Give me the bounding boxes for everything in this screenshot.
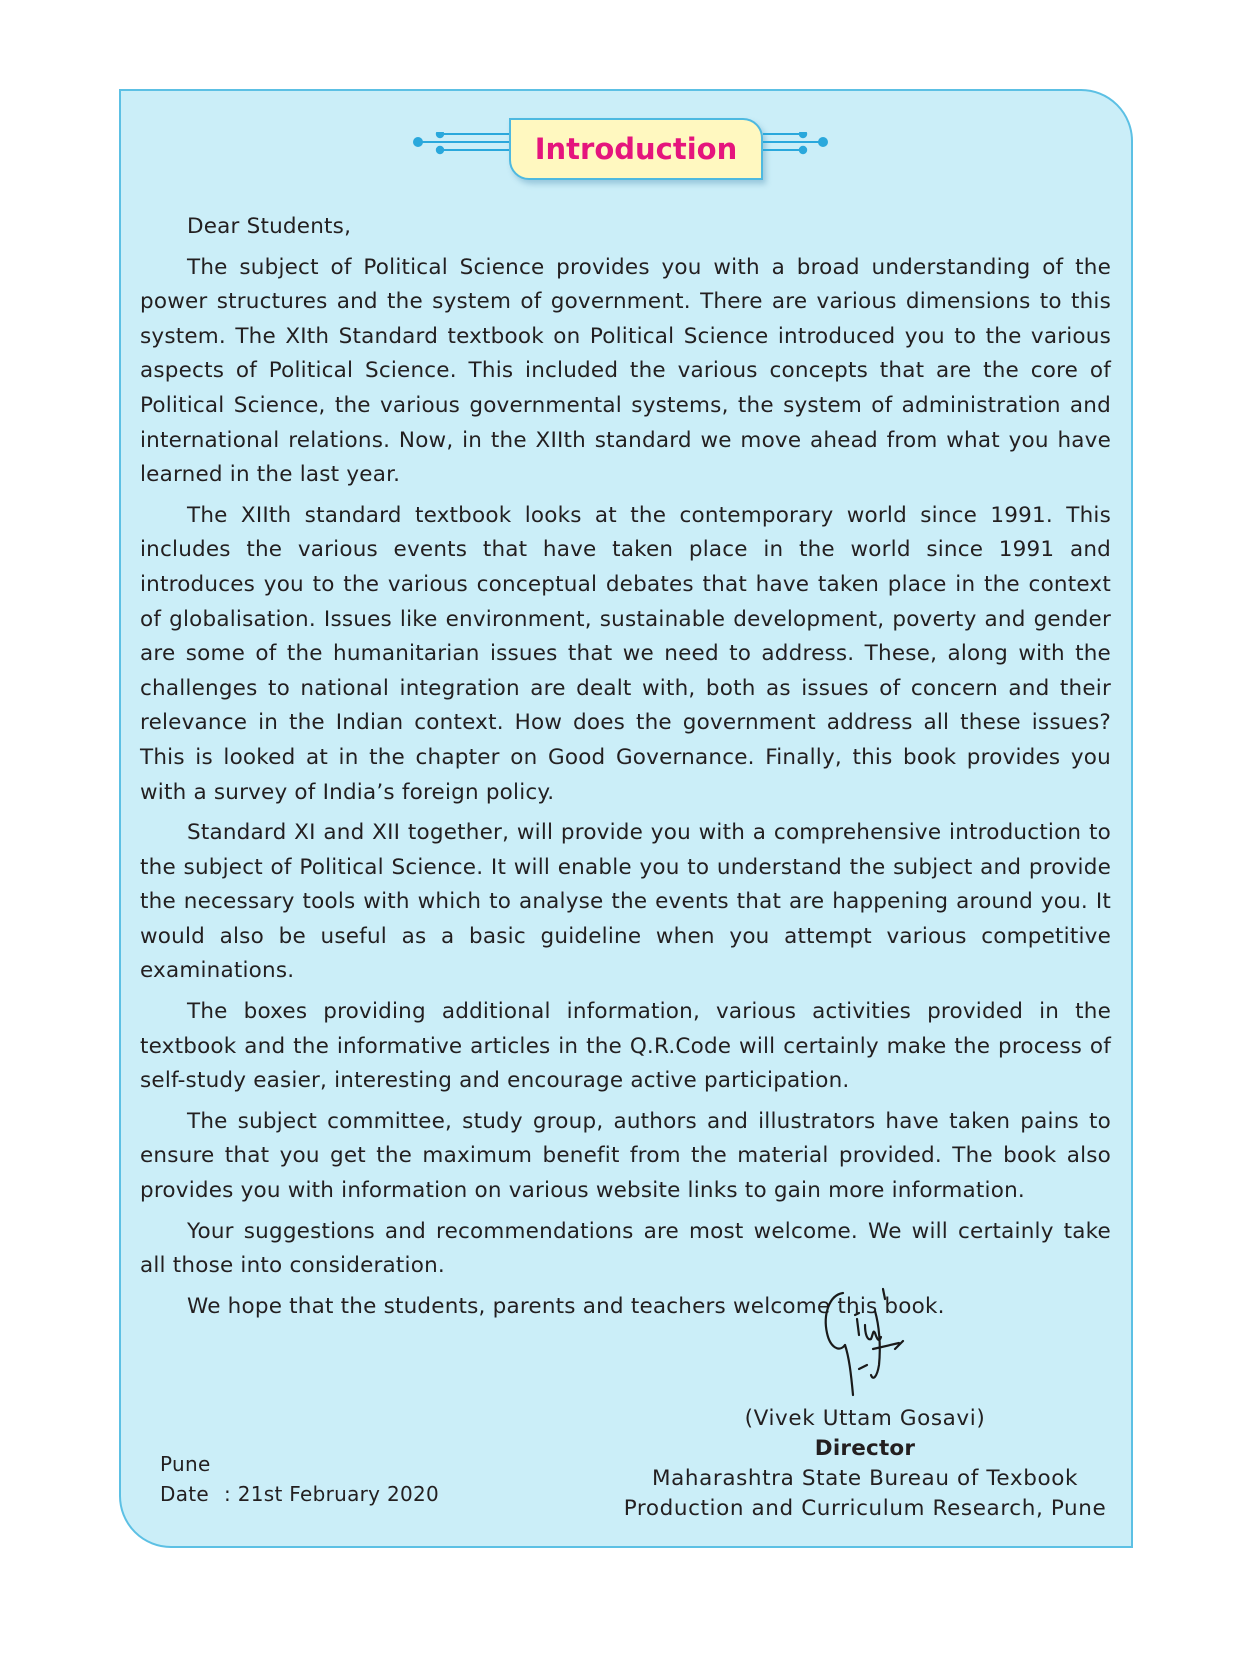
right-circuit-decoration-icon [763,132,893,168]
paragraph: The XIIth standard textbook looks at the contemporary world since 1991. This includes the various events that have taken place in the world since 1991 and introduces you to the various conceptual debates that have taken place in the context of globalisation. Issues like environment, sustainable development, poverty and gender are some of the humanitarian issues that we need to address. These, along with the challenges to national integration are dealt with, both as issues of concern and their relevance in the Indian context. How does the government address all these issues? This is looked at in the chapter on Good Governance. Finally, this book provides you with a survey of India’s foreign policy. [140,502,1111,805]
letter-body [140,210,1111,1330]
paragraph: Standard XI and XII together, will provide you with a comprehensive introduction to the subject of Political Science. It will enable you to understand the subject and provide the necessary tools with which to analyse the events that are happening around you. It would also be useful as a basic guideline when you attempt various competitive examinations. [140,820,1111,984]
greeting: Dear Students, [187,214,352,239]
organization-line-2: Production and Curriculum Research, Pune [623,1496,1107,1521]
page-title: Introduction [534,132,738,166]
date-value: : 21st February 2020 [224,1482,440,1506]
paragraph: We hope that the students, parents and teachers welcome this book. [187,1293,945,1319]
date-label: Date [160,1482,210,1506]
signatory-name: (Vivek Uttam Gosavi) [744,1406,986,1431]
title-box [509,118,763,180]
paragraph: The subject committee, study group, authors and illustrators have taken pains to ensure that you get the maximum benefit from the material provided. The book also provides you with information on various website links to gain more information. [140,1108,1111,1204]
signatory-role: Director [814,1436,916,1461]
paragraph: The subject of Political Science provides you with a broad understanding of the power structures and the system of government. There are various dimensions to this system. The XIth Standard textbook on Political Science introduced you to the various aspects of Political Science. This included the various concepts that are the core of Political Science, the various governmental systems, the system of administration and international relations. Now, in the XIIth standard we move ahead from what you have learned in the last year. [140,254,1111,488]
place-date-block [160,1449,480,1509]
organization-line-1: Maharashtra State Bureau of Texbook [651,1466,1078,1491]
date-row [160,1479,480,1509]
handwritten-signature-icon [815,1285,915,1405]
signature-block [620,1404,1110,1524]
paragraph: Your suggestions and recommendations are most welcome. We will certainly take all those into consideration. [140,1218,1111,1279]
title-area [0,0,1241,200]
paragraph: The boxes providing additional information, various activities provided in the textbook and the informative articles in the Q.R.Code will certainly make the process of self-study easier, interesting and encourage active participation. [140,999,1111,1094]
place: Pune [160,1452,211,1476]
